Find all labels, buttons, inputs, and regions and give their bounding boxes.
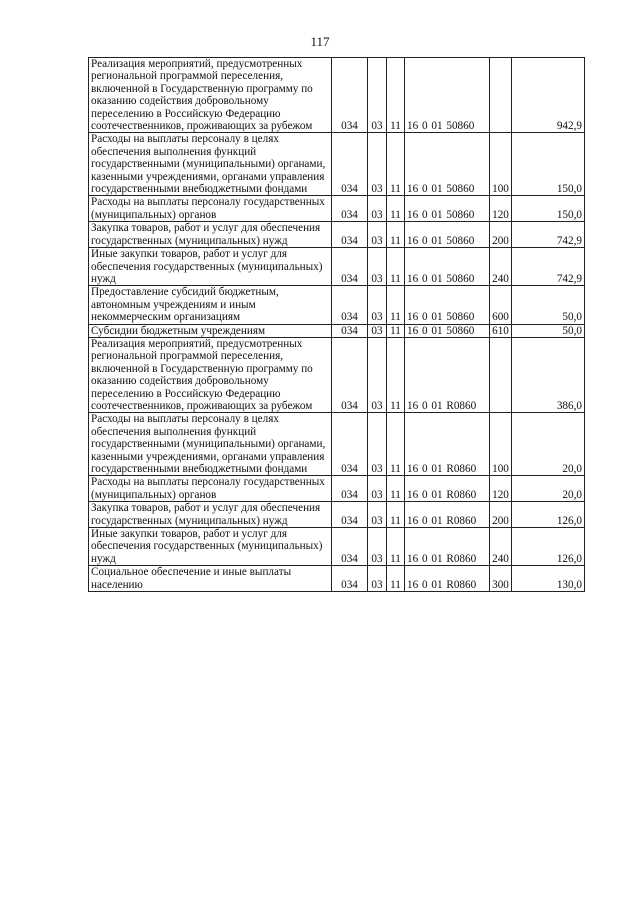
row-grbs-code: 034 xyxy=(332,324,368,337)
table-row xyxy=(89,413,585,476)
row-target-article-code: 16 0 01 R0860 xyxy=(405,528,490,566)
row-description: Расходы на выплаты персоналу в целях обеспечения выполнения функций государственными (муниципальными) органами, казенными учреждениями, органами управления государственными внебюджетными фондами xyxy=(89,133,332,196)
row-target-article-code: 16 0 01 50860 xyxy=(405,286,490,324)
row-amount: 20,0 xyxy=(512,413,585,476)
row-subsection-code: 11 xyxy=(387,476,405,502)
budget-table xyxy=(88,57,585,592)
row-section-code: 03 xyxy=(368,476,387,502)
row-amount: 20,0 xyxy=(512,476,585,502)
row-section-code: 03 xyxy=(368,133,387,196)
row-description: Расходы на выплаты персоналу государственных (муниципальных) органов xyxy=(89,196,332,222)
row-amount: 126,0 xyxy=(512,502,585,528)
row-target-article-code: 16 0 01 50860 xyxy=(405,58,490,133)
row-subsection-code: 11 xyxy=(387,337,405,412)
row-grbs-code: 034 xyxy=(332,248,368,286)
row-description: Расходы на выплаты персоналу государственных (муниципальных) органов xyxy=(89,476,332,502)
row-section-code: 03 xyxy=(368,286,387,324)
table-row xyxy=(89,528,585,566)
row-expense-type-code: 240 xyxy=(490,528,512,566)
table-row xyxy=(89,502,585,528)
row-subsection-code: 11 xyxy=(387,58,405,133)
row-subsection-code: 11 xyxy=(387,196,405,222)
table-row xyxy=(89,324,585,337)
budget-table-body xyxy=(89,58,585,592)
table-row xyxy=(89,476,585,502)
table-row xyxy=(89,222,585,248)
row-amount: 50,0 xyxy=(512,286,585,324)
row-amount: 386,0 xyxy=(512,337,585,412)
row-description: Предоставление субсидий бюджетным, автономным учреждениям и иным некоммерческим организациям xyxy=(89,286,332,324)
row-section-code: 03 xyxy=(368,528,387,566)
row-section-code: 03 xyxy=(368,502,387,528)
row-expense-type-code: 610 xyxy=(490,324,512,337)
table-row xyxy=(89,337,585,412)
row-expense-type-code: 120 xyxy=(490,476,512,502)
row-target-article-code: 16 0 01 50860 xyxy=(405,324,490,337)
row-expense-type-code xyxy=(490,337,512,412)
table-row xyxy=(89,133,585,196)
row-amount: 150,0 xyxy=(512,196,585,222)
row-target-article-code: 16 0 01 R0860 xyxy=(405,413,490,476)
row-amount: 50,0 xyxy=(512,324,585,337)
row-description: Реализация мероприятий, предусмотренных региональной программой переселения, включенной в Государственную программу по оказанию содействия добровольному переселению в Российскую Федерацию соотечественников, проживающих за рубежом xyxy=(89,337,332,412)
row-subsection-code: 11 xyxy=(387,566,405,592)
row-expense-type-code: 240 xyxy=(490,248,512,286)
row-grbs-code: 034 xyxy=(332,566,368,592)
row-expense-type-code: 200 xyxy=(490,222,512,248)
row-amount: 742,9 xyxy=(512,248,585,286)
row-grbs-code: 034 xyxy=(332,286,368,324)
row-target-article-code: 16 0 01 50860 xyxy=(405,133,490,196)
row-subsection-code: 11 xyxy=(387,248,405,286)
row-subsection-code: 11 xyxy=(387,502,405,528)
row-subsection-code: 11 xyxy=(387,324,405,337)
row-expense-type-code: 100 xyxy=(490,133,512,196)
row-amount: 942,9 xyxy=(512,58,585,133)
row-subsection-code: 11 xyxy=(387,528,405,566)
page-number: 117 xyxy=(310,34,330,49)
row-section-code: 03 xyxy=(368,324,387,337)
row-grbs-code: 034 xyxy=(332,502,368,528)
row-description: Закупка товаров, работ и услуг для обеспечения государственных (муниципальных) нужд xyxy=(89,222,332,248)
row-target-article-code: 16 0 01 R0860 xyxy=(405,476,490,502)
row-amount: 742,9 xyxy=(512,222,585,248)
row-section-code: 03 xyxy=(368,248,387,286)
row-expense-type-code: 120 xyxy=(490,196,512,222)
row-amount: 126,0 xyxy=(512,528,585,566)
row-expense-type-code xyxy=(490,58,512,133)
row-section-code: 03 xyxy=(368,566,387,592)
row-section-code: 03 xyxy=(368,58,387,133)
row-description: Социальное обеспечение и иные выплаты населению xyxy=(89,566,332,592)
row-grbs-code: 034 xyxy=(332,133,368,196)
row-grbs-code: 034 xyxy=(332,413,368,476)
row-grbs-code: 034 xyxy=(332,222,368,248)
row-target-article-code: 16 0 01 50860 xyxy=(405,196,490,222)
row-description: Иные закупки товаров, работ и услуг для обеспечения государственных (муниципальных) нужд xyxy=(89,528,332,566)
row-target-article-code: 16 0 01 R0860 xyxy=(405,337,490,412)
row-expense-type-code: 100 xyxy=(490,413,512,476)
row-grbs-code: 034 xyxy=(332,337,368,412)
row-expense-type-code: 600 xyxy=(490,286,512,324)
row-section-code: 03 xyxy=(368,196,387,222)
row-target-article-code: 16 0 01 50860 xyxy=(405,222,490,248)
table-row xyxy=(89,248,585,286)
row-target-article-code: 16 0 01 R0860 xyxy=(405,502,490,528)
row-subsection-code: 11 xyxy=(387,222,405,248)
row-grbs-code: 034 xyxy=(332,196,368,222)
table-row xyxy=(89,196,585,222)
table-row xyxy=(89,58,585,133)
row-target-article-code: 16 0 01 R0860 xyxy=(405,566,490,592)
row-grbs-code: 034 xyxy=(332,58,368,133)
row-section-code: 03 xyxy=(368,413,387,476)
row-amount: 130,0 xyxy=(512,566,585,592)
row-description: Иные закупки товаров, работ и услуг для обеспечения государственных (муниципальных) нужд xyxy=(89,248,332,286)
table-row xyxy=(89,566,585,592)
row-subsection-code: 11 xyxy=(387,133,405,196)
row-section-code: 03 xyxy=(368,222,387,248)
table-row xyxy=(89,286,585,324)
row-subsection-code: 11 xyxy=(387,413,405,476)
row-description: Расходы на выплаты персоналу в целях обеспечения выполнения функций государственными (муниципальными) органами, казенными учреждениями, органами управления государственными внебюджетными фондами xyxy=(89,413,332,476)
row-grbs-code: 034 xyxy=(332,476,368,502)
row-description: Реализация мероприятий, предусмотренных региональной программой переселения, включенной в Государственную программу по оказанию содействия добровольному переселению в Российскую Федерацию соотечественников, проживающих за рубежом xyxy=(89,58,332,133)
row-description: Субсидии бюджетным учреждениям xyxy=(89,324,332,337)
row-amount: 150,0 xyxy=(512,133,585,196)
row-target-article-code: 16 0 01 50860 xyxy=(405,248,490,286)
row-section-code: 03 xyxy=(368,337,387,412)
row-expense-type-code: 300 xyxy=(490,566,512,592)
row-description: Закупка товаров, работ и услуг для обеспечения государственных (муниципальных) нужд xyxy=(89,502,332,528)
row-expense-type-code: 200 xyxy=(490,502,512,528)
row-grbs-code: 034 xyxy=(332,528,368,566)
row-subsection-code: 11 xyxy=(387,286,405,324)
